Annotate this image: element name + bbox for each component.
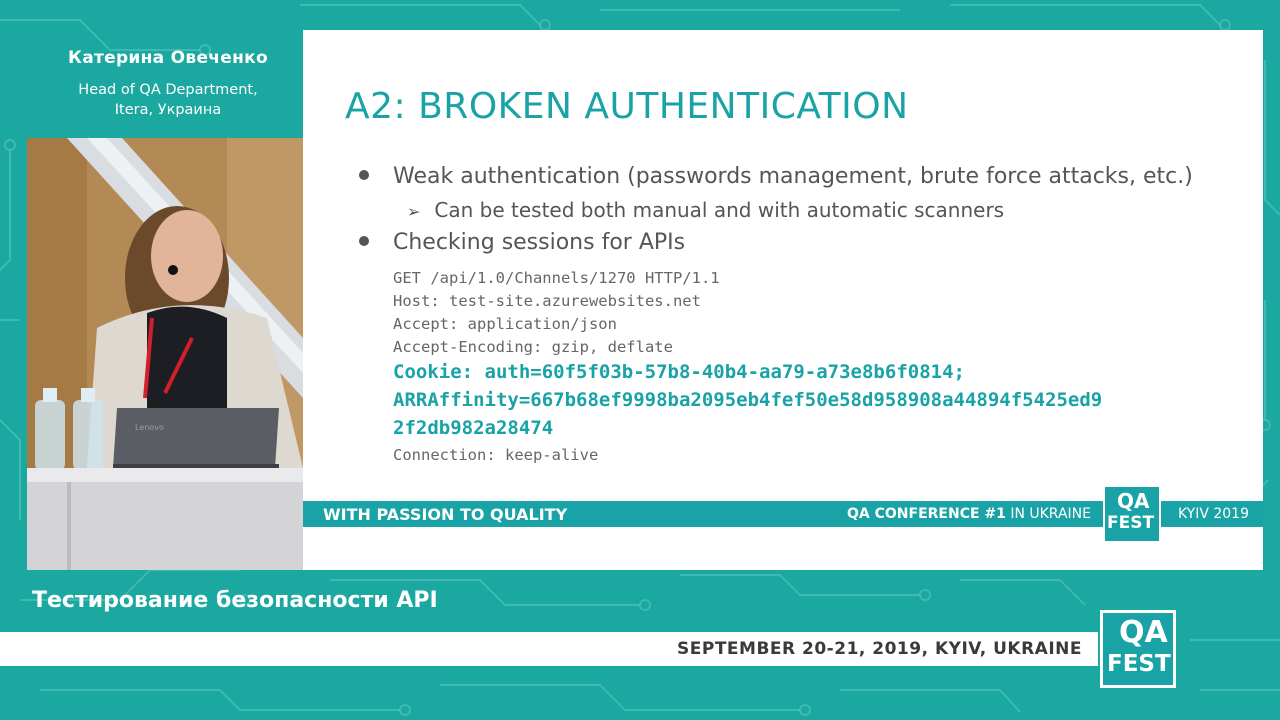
event-date: SEPTEMBER 20-21, 2019, KYIV, UKRAINE: [677, 639, 1082, 659]
code-highlight-cookie: Cookie: auth=60f5f03b-57b8-40b4-aa79-a73e8b6f0814;: [393, 361, 965, 383]
speaker-role: [28, 80, 308, 120]
arrow-bullet-icon: ➢: [407, 202, 421, 221]
code-line: Connection: keep-alive: [393, 446, 599, 464]
speaker-name: Катерина Овеченко: [68, 48, 268, 68]
bullet-text: Checking sessions for APIs: [393, 230, 686, 255]
logo-top-text: QA: [1117, 489, 1150, 513]
sub-bullet-text: Can be tested both manual and with automatic scanners: [434, 198, 1005, 222]
band-conference-rest: IN UKRAINE: [1005, 506, 1091, 522]
speaker-video-scene: [27, 138, 303, 570]
code-highlight-affinity-cont: 2f2db982a28474: [393, 417, 554, 439]
bullet-text: Weak authentication (passwords management, brute force attacks, etc.): [393, 164, 1193, 189]
logo-top-text: QA: [1119, 615, 1168, 650]
code-line: Host: test-site.azurewebsites.net: [393, 292, 701, 310]
speaker-video: [27, 138, 303, 570]
logo-bottom-text: FEST: [1107, 513, 1155, 533]
speaker-role-line2: Itera, Украина: [114, 102, 222, 118]
code-line: GET /api/1.0/Channels/1270 HTTP/1.1: [393, 269, 720, 287]
bullet-weak-auth: [359, 164, 1193, 189]
bullet-sessions: [359, 230, 685, 255]
band-conference: [847, 506, 1091, 522]
qafest-logo-small: [1103, 485, 1161, 543]
sub-bullet-scanners: [407, 198, 1004, 222]
bullet-dot-icon: [359, 170, 369, 180]
laptop-brand: Lenovo: [135, 423, 164, 432]
code-highlight-affinity: ARRAffinity=667b68ef9998ba2095eb4fef50e58d958908a44894f5425ed9: [393, 389, 1103, 411]
band-city-year: KYIV 2019: [1177, 506, 1249, 522]
code-line: Accept: application/json: [393, 315, 617, 333]
band-conference-bold: QA CONFERENCE #1: [847, 506, 1006, 522]
presentation-slide: [303, 30, 1263, 570]
code-line: Accept-Encoding: gzip, deflate: [393, 338, 673, 356]
bullet-dot-icon: [359, 236, 369, 246]
date-bar: [0, 632, 1098, 666]
slide-title: A2: BROKEN AUTHENTICATION: [345, 86, 909, 127]
logo-bottom-text: FEST: [1107, 651, 1171, 677]
speaker-role-line1: Head of QA Department,: [78, 82, 258, 98]
band-slogan: WITH PASSION TO QUALITY: [323, 505, 568, 524]
qafest-logo: [1100, 610, 1176, 688]
talk-title: Тестирование безопасности API: [32, 588, 438, 613]
